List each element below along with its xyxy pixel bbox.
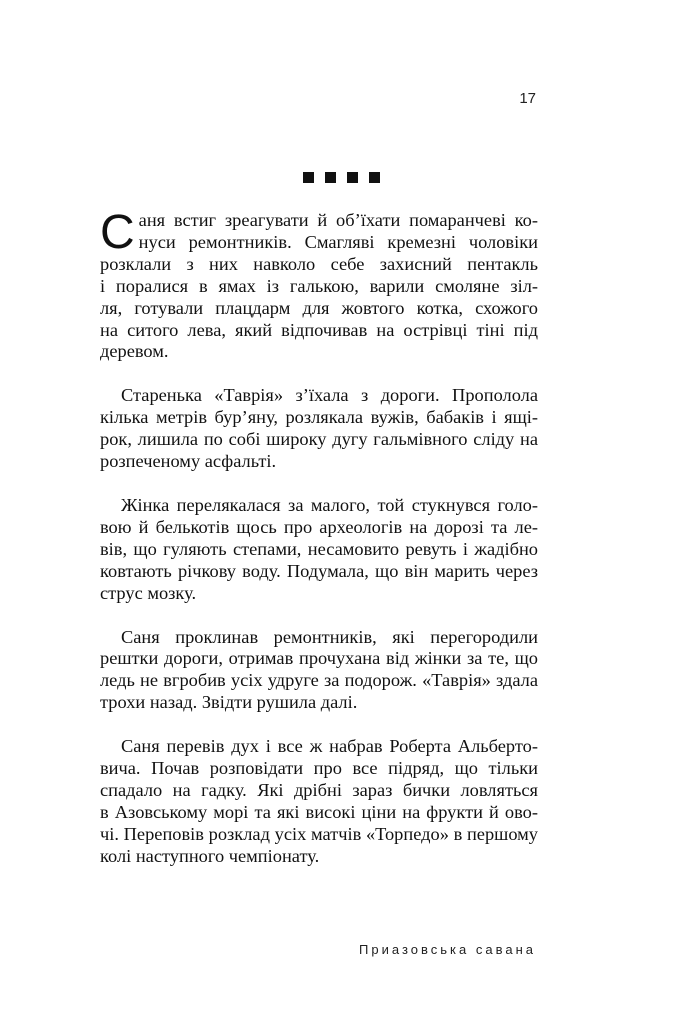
ornament-square [303,172,314,183]
page-number: 17 [519,90,536,107]
text-line: трохи назад. Звідти рушила далі. [100,692,358,713]
paragraph-3 [100,495,538,605]
paragraph-1 [100,206,538,363]
text-line: Саня проклинав ремонтників, які перегородили [121,626,538,647]
body-text [100,206,538,890]
text-line: на ситого лева, який відпочивав на острівці тіні під [100,319,538,340]
running-title: Приазовська савана [359,942,536,957]
text-line: аня встиг зреагувати й об’їхати помаранчеві ко- [138,210,538,230]
text-line: Старенька «Таврія» з’їхала з дороги. Прополола [121,385,538,406]
text-line: кілька метрів бур’яну, розлякала вужів, бабаків і ящі- [100,407,538,428]
text-line: вів, що гуляють степами, несамовито ревуть і жадібно [100,538,538,559]
text-line: ля, готували плацдарм для жовтого котка, схожого [100,297,538,318]
ornament-square [369,172,380,183]
text-line: ковтають річкову воду. Подумала, що він марить через [100,560,538,581]
paragraph-4 [100,627,538,715]
text-line: Саня перевів дух і все ж набрав Роберта Альберто- [121,736,538,757]
text-line: і поралися в ямах із галькою, варили смоляне зіл- [100,275,538,296]
text-line: в Азовському морі та які високі ціни на фрукти й ово- [100,801,538,822]
paragraph-2 [100,385,538,473]
text-line: розпеченому асфальті. [100,451,277,472]
text-line: вича. Почав розповідати про все підряд, що тільки [100,758,538,779]
text-line: чі. Переповів розклад усіх матчів «Торпедо» в першому [100,823,538,844]
ornament-square [347,172,358,183]
text-line: ледь не вгробив усіх удруге за подорож. «Таврія» здала [100,670,538,691]
text-line: рок, лишила по собі широку дугу гальмівного сліду на [100,429,538,450]
text-line: деревом. [100,341,169,362]
text-line: Жінка перелякалася за малого, той стукнувся голо- [121,494,538,515]
text-line: струс мозку. [100,582,197,603]
text-line: розклали з них навколо себе захисний пентакль [100,253,538,274]
paragraph-5 [100,736,538,867]
text-line: вою й белькотів щось про археологів на дорозі та ле- [100,516,538,537]
ornament-square [325,172,336,183]
text-line: спадало на гадку. Які дрібні зараз бички ловляться [100,779,538,800]
text-line: колі наступного чемпіонату. [100,845,320,866]
section-break-ornament [0,172,682,183]
text-line: нуси ремонтників. Смагляві кремезні чоловіки [138,231,538,252]
text-line: рештки дороги, отримав прочухана від жінки за те, що [100,648,538,669]
drop-cap: С [100,206,135,259]
